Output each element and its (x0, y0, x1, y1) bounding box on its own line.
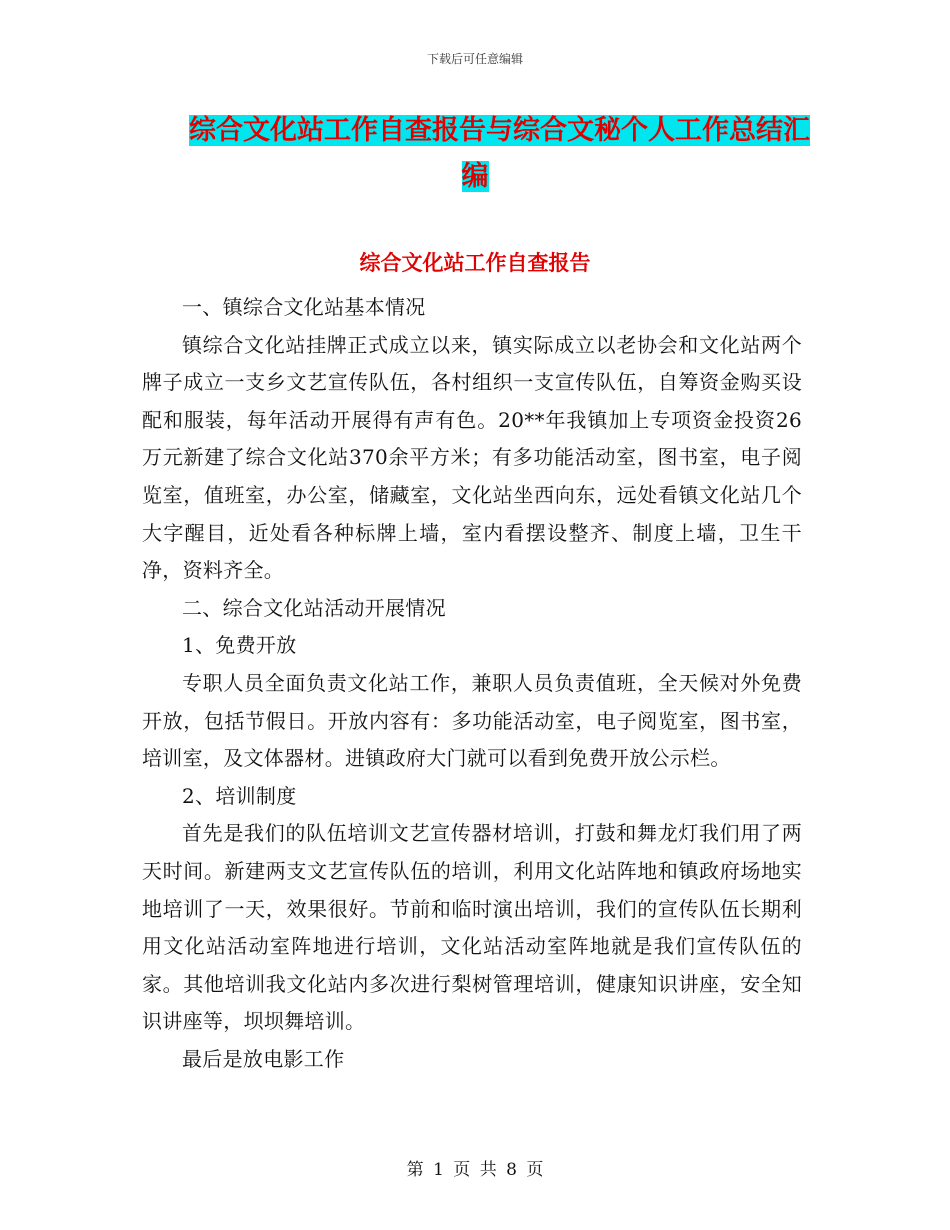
heading-basic-situation: 一、镇综合文化站基本情况 (182, 295, 426, 319)
title-line-2-text: 编 (461, 161, 489, 192)
paragraph-movies: 最后是放电影工作 (182, 1046, 345, 1071)
title-line-2 (140, 154, 810, 200)
title-line-1-text: 综合文化站工作自查报告与综合文秘个人工作总结汇 (189, 115, 810, 146)
subheading-training: 2、培训制度 (182, 783, 297, 808)
subheading-free-opening: 1、免费开放 (182, 633, 297, 658)
heading-activities: 二、综合文化站活动开展情况 (182, 595, 446, 620)
paragraph-free-opening: 专职人员全面负责文化站工作，兼职人员负责值班，全天候对外免费开放，包括节假日。开放内容有：多功能活动室，电子阅览室，图书室，培训室，及文体器材。进镇政府大门就可以看到免费开放公示栏。 (142, 670, 802, 771)
document-title (140, 108, 810, 200)
section-title: 综合文化站工作自查报告 (359, 251, 591, 275)
title-line-1 (140, 108, 810, 154)
paragraph-training: 首先是我们的队伍培训文艺宣传器材培训，打鼓和舞龙灯我们用了两天时间。新建两支文艺宣传队伍的培训，利用文化站阵地和镇政府场地实地培训了一天，效果很好。节前和临时演出培训，我们的宣传队伍长期利用文化站活动室阵地进行培训，文化站活动室阵地就是我们宣传队伍的家。其他培训我文化站内多次进行梨树管理培训，健康知识讲座，安全知识讲座等，坝坝舞培训。 (142, 821, 802, 1034)
document-body (142, 289, 802, 1078)
header-note: 下载后可任意编辑 (426, 52, 523, 66)
page-number: 第 1 页 共 8 页 (406, 1160, 544, 1180)
paragraph-basic-situation: 镇综合文化站挂牌正式成立以来，镇实际成立以老协会和文化站两个牌子成立一支乡文艺宣传队伍，各村组织一支宣传队伍，自筹资金购买设配和服装，每年活动开展得有声有色。20**年我镇加上专项资金投资26万元新建了综合文化站370余平方米；有多功能活动室，图书室，电子阅览室，值班室，办公室，储藏室，文化站坐西向东，远处看镇文化站几个大字醒目，近处看各种标牌上墙，室内看摆设整齐、制度上墙，卫生干净，资料齐全。 (142, 332, 802, 583)
